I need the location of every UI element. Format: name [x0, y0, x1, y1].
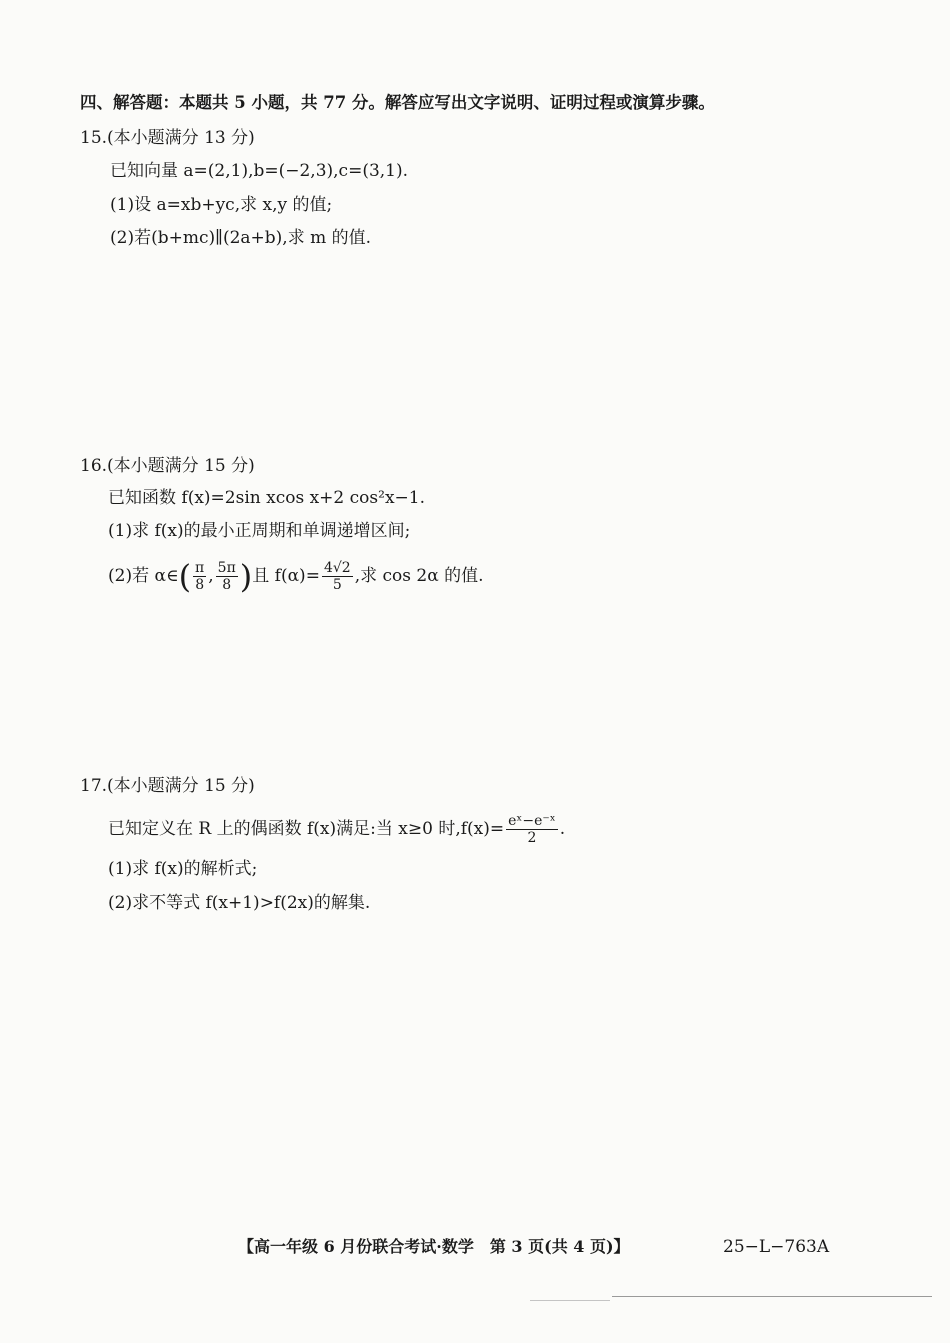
q15-intro: 已知向量 a=(2,1),b=(−2,3),c=(3,1). — [110, 161, 409, 181]
close-paren: ) — [239, 557, 253, 596]
q17-header: 17.(本小题满分 15 分) — [80, 776, 255, 796]
frac-denominator: 5 — [332, 577, 342, 593]
q15-part2: (2)若(b+mc)∥(2a+b),求 m 的值. — [110, 228, 372, 248]
scan-divider — [612, 1296, 932, 1297]
frac-denominator: 8 — [222, 577, 232, 593]
q16-part2-mid: 且 f(α)= — [252, 566, 320, 586]
q16-part2: (2)若 α∈( $\frac{\pi}{8}$ , $\frac{5\pi}{8}$ )且 f(α)= $\frac{4√2}{5}$ ,求 cos 2α 的值. — [108, 557, 484, 596]
q15-part1: (1)设 a=xb+yc,求 x,y 的值; — [110, 195, 333, 215]
q16-frac-value — [322, 560, 353, 593]
q16-part2-suffix: ,求 cos 2α 的值. — [354, 566, 484, 586]
frac-denominator: 2 — [527, 830, 537, 846]
q17-intro-prefix: 已知定义在 R 上的偶函数 f(x)满足:当 x≥0 时,f(x)= — [108, 819, 505, 839]
q16-frac-pi-8 — [193, 560, 206, 593]
q16-intro: 已知函数 f(x)=2sin xcos x+2 cos²x−1. — [108, 488, 425, 508]
open-paren: ( — [178, 557, 192, 596]
q17-part2: (2)求不等式 f(x+1)>f(2x)的解集. — [108, 893, 371, 913]
q16-part1: (1)求 f(x)的最小正周期和单调递增区间; — [108, 521, 411, 541]
frac-denominator: 8 — [195, 577, 205, 593]
frac-numerator: 5π — [217, 560, 236, 576]
scan-divider — [530, 1300, 610, 1301]
footer-code: 25−L−763A — [723, 1237, 830, 1257]
frac-numerator: 4√2 — [323, 560, 351, 576]
section-title: 四、解答题：本题共 5 小题，共 77 分。解答应写出文字说明、证明过程或演算步骤。 — [80, 93, 715, 112]
q17-part1: (1)求 f(x)的解析式; — [108, 859, 258, 879]
q17-intro — [108, 810, 565, 848]
q16-header: 16.(本小题满分 15 分) — [80, 456, 255, 476]
frac-numerator: eˣ−e⁻ˣ — [508, 813, 556, 829]
q16-frac-5pi-8 — [216, 560, 238, 593]
q15-header: 15.(本小题满分 13 分) — [80, 128, 255, 148]
q17-frac-function — [506, 813, 558, 846]
q16-part2-prefix: (2)若 α∈ — [108, 566, 179, 586]
q17-intro-suffix: . — [559, 819, 566, 839]
frac-numerator: π — [195, 560, 205, 576]
footer-title: 【高一年级 6 月份联合考试·数学 第 3 页(共 4 页)】 — [238, 1237, 630, 1256]
